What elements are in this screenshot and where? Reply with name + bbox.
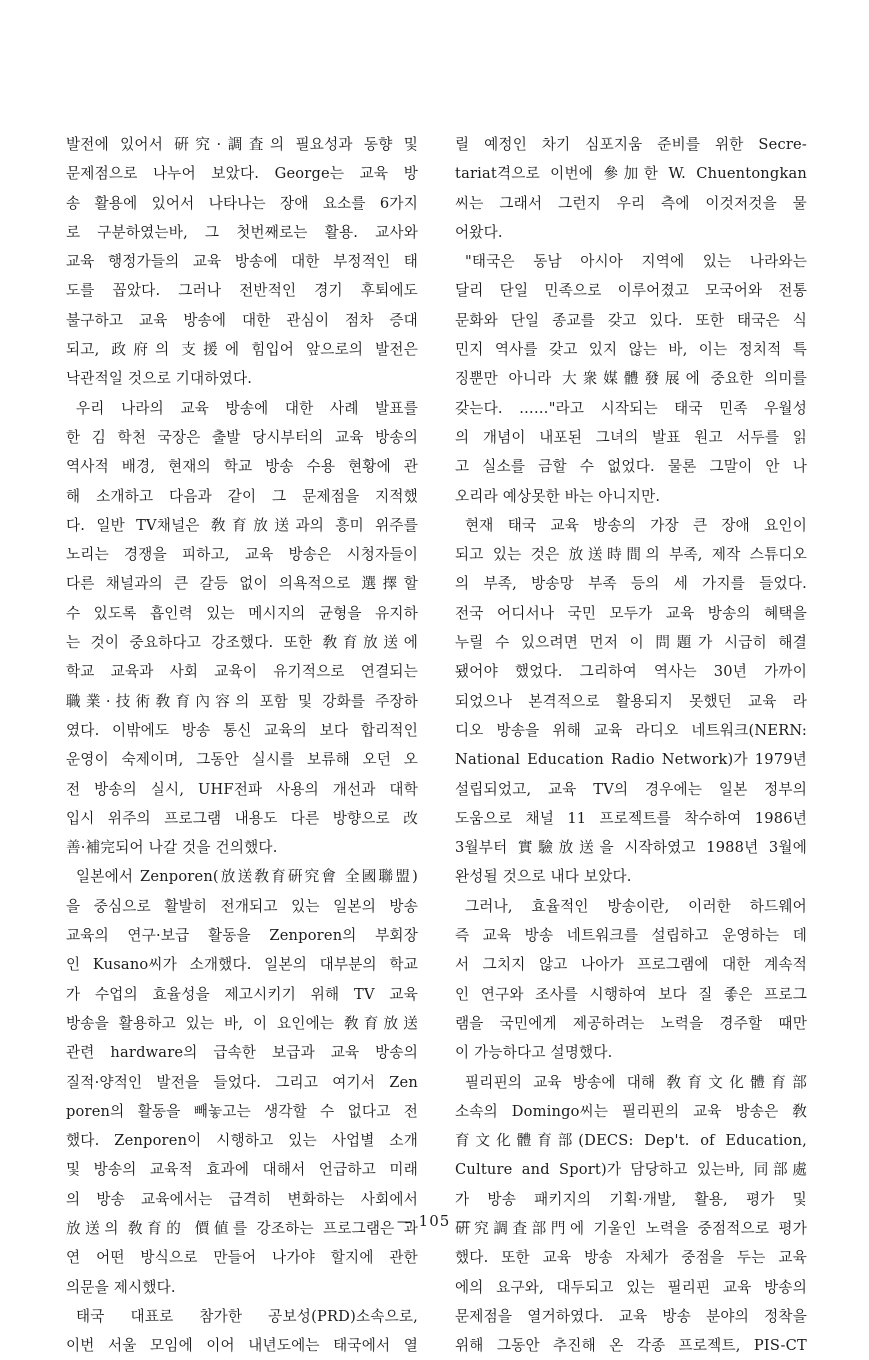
text-line: 育文化體育部(DECS: Dep't. of Education,	[455, 1132, 807, 1150]
text-line: 관련 hardware의 급속한 보급과 교육 방송의	[66, 1044, 418, 1062]
text-line: 이번 서울 모임에 이어 내년도에는 태국에서 열	[66, 1337, 418, 1355]
text-line: 즉 교육 방송 네트워크를 설립하고 운영하는 데	[455, 927, 807, 945]
text-line: 역사적 배경, 현재의 학교 방송 수용 현황에 관	[66, 458, 418, 476]
text-line: 민지 역사를 갖고 있지 않는 바, 이는 정치적 특	[455, 341, 807, 359]
text-line: 다. 일반 TV채널은 敎育放送과의 흥미 위주를	[66, 516, 418, 534]
text-line: 학교 교육과 사회 교육이 유기적으로 연결되는	[66, 663, 418, 681]
text-line: 램을 국민에게 제공하려는 노력을 경주할 때만	[455, 1014, 807, 1032]
text-line: 낙관적일 것으로 기대하였다.	[66, 370, 253, 388]
text-line: 의 부족, 방송망 부족 등의 세 가지를 들었다.	[455, 575, 807, 593]
text-line: 을 중심으로 활발히 전개되고 있는 일본의 방송	[66, 897, 418, 915]
text-line: 가 방송 패키지의 기획·개발, 활용, 평가 및	[455, 1190, 807, 1208]
text-line: 고 실소를 금할 수 없었다. 물론 그말이 안 나	[455, 458, 807, 476]
text-line: tariat격으로 이번에 參加한 W. Chuentongkan	[455, 165, 807, 183]
text-line: 완성될 것으로 내다 보았다.	[455, 868, 632, 886]
text-line: 소속의 Domingo씨는 필리핀의 교육 방송은 敎	[455, 1102, 807, 1120]
text-line: 한 김 학천 국장은 출발 당시부터의 교육 방송의	[66, 428, 418, 446]
text-line: 도움으로 채널 11 프로젝트를 착수하여 1986년	[455, 809, 807, 827]
text-line: 의문을 제시했다.	[66, 1278, 176, 1296]
page-number: — 105 —	[396, 1212, 473, 1230]
text-line: 설립되었고, 교육 TV의 경우에는 일본 정부의	[455, 780, 807, 798]
text-line: 우리 나라의 교육 방송에 대한 사례 발표를	[76, 399, 418, 417]
text-line: 硏究調査部門에 기울인 노력을 중점적으로 평가	[455, 1219, 807, 1237]
text-line: 일본에서 Zenporen(放送敎育硏究會 全國聯盟)	[76, 868, 418, 886]
text-line: 해 소개하고 다음과 같이 그 문제점을 지적했	[66, 487, 418, 505]
text-line: Culture and Sport)가 담당하고 있는바, 同部處	[455, 1161, 807, 1179]
text-line: 였다. 이밖에도 방송 통신 교육의 보다 합리적인	[66, 721, 418, 739]
text-line: 질적·양적인 발전을 들었다. 그리고 여기서 Zen	[66, 1073, 418, 1091]
text-line: 오리라 예상못한 바는 아니지만.	[455, 487, 661, 505]
text-line: poren의 활동을 빼놓고는 생각할 수 없다고 전	[66, 1102, 418, 1120]
text-line: 인 Kusano씨가 소개했다. 일본의 대부분의 학교	[66, 956, 418, 974]
text-line: 문제점을 열거하였다. 교육 방송 분야의 정착을	[455, 1307, 807, 1325]
text-line: 갖는다. ……"라고 시작되는 태국 민족 우월성	[455, 399, 807, 417]
text-line: 서 그치지 않고 나아가 프로그램에 대한 계속적	[455, 956, 807, 974]
text-line: 전 방송의 실시, UHF전파 사용의 개선과 대학	[66, 780, 418, 798]
text-line: 職業·技術敎育內容의 포함 및 강화를 주장하	[66, 692, 418, 710]
text-line: 디오 방송을 위해 교육 라디오 네트워크(NERN:	[455, 721, 807, 739]
text-line: 도를 꼽았다. 그러나 전반적인 경기 후퇴에도	[66, 282, 418, 300]
text-line: 교육의 연구·보급 활동을 Zenporen의 부회장	[66, 927, 418, 945]
text-line: 이 가능하다고 설명했다.	[455, 1044, 613, 1062]
text-line: 善·補完되어 나갈 것을 건의했다.	[66, 839, 278, 857]
text-line: 운영이 숙제이며, 그동안 실시를 보류해 오던 오	[66, 751, 418, 769]
text-line: 교육 행정가들의 교육 방송에 대한 부정적인 태	[66, 253, 418, 271]
text-line: 및 방송의 교육적 효과에 대해서 언급하고 미래	[66, 1161, 418, 1179]
text-line: 어왔다.	[455, 223, 503, 241]
text-line: 노리는 경쟁을 피하고, 교육 방송은 시청자들이	[66, 546, 418, 564]
text-line: 로 구분하였는바, 그 첫번째로는 활용. 교사와	[66, 223, 418, 241]
text-line: 인 연구와 조사를 시행하여 보다 질 좋은 프로그	[455, 985, 807, 1003]
text-line: 되고 있는 것은 放送時間의 부족, 제작 스튜디오	[455, 546, 807, 564]
text-line: 전국 어디서나 국민 모두가 교육 방송의 혜택을	[455, 604, 807, 622]
text-line: 발전에 있어서 硏究·調査의 필요성과 동향 및	[66, 136, 418, 153]
text-line: 연 어떤 방식으로 만들어 나가야 할지에 관한	[66, 1249, 418, 1267]
text-line: 의 방송 교육에서는 급격히 변화하는 사회에서	[66, 1190, 418, 1208]
text-line: 의 개념이 내포된 그녀의 발표 원고 서두를 읽	[455, 428, 807, 446]
text-line: 는 것이 중요하다고 강조했다. 또한 敎育放送에	[66, 634, 418, 652]
text-line: 가 수업의 효율성을 제고시키기 위해 TV 교육	[66, 985, 418, 1003]
text-line: 불구하고 교육 방송에 대한 관심이 점차 증대	[66, 311, 418, 329]
text-line: 위해 그동안 추진해 온 각종 프로젝트, PIS-CT	[455, 1337, 807, 1355]
text-line: 입시 위주의 프로그램 내용도 다른 방향으로 改	[66, 809, 418, 827]
text-line: 징뿐만 아니라 大衆媒體發展에 중요한 의미를	[455, 370, 807, 388]
text-line: 3월부터 實驗放送을 시작하였고 1988년 3월에	[455, 839, 807, 857]
text-line: 릴 예정인 차기 심포지움 준비를 위한 Secre-	[455, 136, 807, 153]
text-line: 문제점으로 나누어 보았다. George는 교육 방	[66, 165, 418, 183]
text-line: 放送의 敎育的 價値를 강조하는 프로그램은 과	[66, 1219, 418, 1237]
text-line: 됐어야 했었다. 그리하여 역사는 30년 가까이	[455, 663, 807, 681]
text-line: 했다. 또한 교육 방송 자체가 중점을 두는 교육	[455, 1249, 807, 1267]
text-line: 다른 채널과의 큰 갈등 없이 의욕적으로 選擇할	[66, 575, 418, 593]
text-line: 방송을 활용하고 있는 바, 이 요인에는 敎育放送	[66, 1014, 418, 1032]
text-line: 했다. Zenporen이 시행하고 있는 사업별 소개	[66, 1132, 418, 1150]
text-line: "태국은 동남 아시아 지역에 있는 나라와는	[465, 253, 807, 271]
text-line: 에의 요구와, 대두되고 있는 필리핀 교육 방송의	[455, 1278, 807, 1296]
text-line: 씨는 그래서 그런지 우리 측에 이것저것을 물	[455, 194, 807, 212]
text-line: 되었으나 본격적으로 활용되지 못했던 교육 라	[455, 692, 807, 710]
left-column	[66, 130, 418, 1360]
text-line: National Education Radio Network)가 1979년	[455, 751, 807, 769]
text-line: 그러나, 효율적인 방송이란, 이러한 하드웨어	[465, 897, 807, 915]
text-line: 송 활용에 있어서 나타나는 장애 요소를 6가지	[66, 194, 418, 212]
text-line: 달리 단일 민족으로 이루어졌고 모국어와 전통	[455, 282, 807, 300]
right-column	[455, 130, 807, 1360]
text-line: 태국 대표로 참가한 공보성(PRD)소속으로,	[76, 1307, 418, 1325]
text-line: 수 있도록 흡인력 있는 메시지의 균형을 유지하	[66, 604, 418, 622]
text-line: 현재 태국 교육 방송의 가장 큰 장애 요인이	[465, 516, 807, 534]
text-line: 문화와 단일 종교를 갖고 있다. 또한 태국은 식	[455, 311, 807, 329]
text-line: 필리핀의 교육 방송에 대해 敎育文化體育部	[465, 1073, 807, 1091]
text-line: 누릴 수 있으려면 먼저 이 問題가 시급히 해결	[455, 634, 807, 652]
text-line: 되고, 政府의 支援에 힘입어 앞으로의 발전은	[66, 341, 418, 359]
